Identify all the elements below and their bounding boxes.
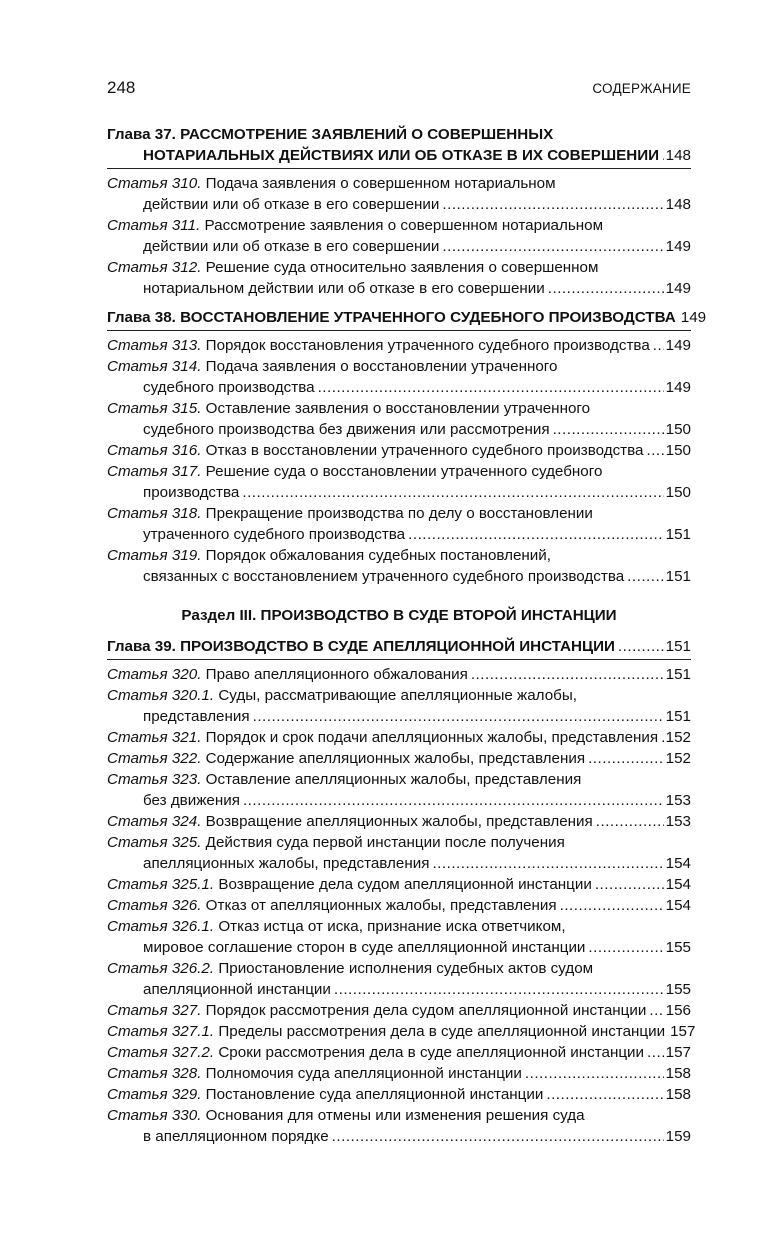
toc-chapter-39[interactable] bbox=[107, 636, 691, 657]
article-label: Статья 310. bbox=[107, 175, 202, 192]
article-label: Статья 319. bbox=[107, 547, 202, 564]
article-title-line1: Суды, рассматривающие апелляционные жалобы, bbox=[218, 687, 577, 704]
article-title-line1: Отказ истца от иска, признание иска ответчиком, bbox=[218, 918, 566, 935]
chapter-divider bbox=[107, 168, 691, 169]
article-label: Статья 327.2. bbox=[107, 1044, 215, 1061]
page-ref: 151 bbox=[665, 708, 691, 725]
article-label: Статья 320. bbox=[107, 666, 202, 683]
article-title-line1: Порядок восстановления утраченного судебного производства bbox=[205, 337, 650, 354]
article-label: Статья 325.1. bbox=[107, 876, 215, 893]
leader-dots bbox=[661, 727, 664, 748]
toc-article-317[interactable] bbox=[107, 461, 691, 503]
toc-article-314[interactable] bbox=[107, 356, 691, 398]
leader-dots bbox=[442, 236, 663, 257]
leader-dots bbox=[471, 664, 664, 685]
leader-dots bbox=[242, 482, 663, 503]
toc-article-326-1[interactable] bbox=[107, 916, 691, 958]
toc-article-330[interactable] bbox=[107, 1105, 691, 1147]
article-label: Статья 329. bbox=[107, 1086, 202, 1103]
article-title-line1: Отказ от апелляционных жалобы, представления bbox=[205, 897, 557, 914]
toc-article-326-2[interactable] bbox=[107, 958, 691, 1000]
article-title-line2: апелляционных жалобы, представления bbox=[143, 855, 430, 872]
page-ref: 158 bbox=[665, 1086, 691, 1103]
leader-dots bbox=[408, 524, 664, 545]
article-label: Статья 321. bbox=[107, 729, 202, 746]
article-title-line1: Порядок обжалования судебных постановлений, bbox=[205, 547, 551, 564]
article-title-line1: Отказ в восстановлении утраченного судебного производства bbox=[205, 442, 644, 459]
leader-dots bbox=[647, 1042, 664, 1063]
leader-dots bbox=[588, 748, 664, 769]
chapter-title-line1: ПРОИЗВОДСТВО В СУДЕ АПЕЛЛЯЦИОННОЙ ИНСТАНЦИИ bbox=[180, 638, 615, 655]
leader-dots bbox=[442, 194, 663, 215]
toc-article-327[interactable] bbox=[107, 1000, 691, 1021]
leader-dots bbox=[332, 1126, 664, 1147]
article-label: Статья 315. bbox=[107, 400, 202, 417]
chapter-label: Глава 39. bbox=[107, 638, 176, 655]
toc-chapter-37[interactable] bbox=[107, 124, 691, 166]
toc-article-325-1[interactable] bbox=[107, 874, 691, 895]
chapter-title-line1: ВОССТАНОВЛЕНИЕ УТРАЧЕННОГО СУДЕБНОГО ПРОИЗВОДСТВА bbox=[180, 309, 676, 326]
leader-dots bbox=[646, 440, 663, 461]
article-title-line1: Подача заявления о восстановлении утраченного bbox=[205, 358, 558, 375]
page-ref: 150 bbox=[665, 421, 691, 438]
toc-article-325[interactable] bbox=[107, 832, 691, 874]
article-title-line1: Прекращение производства по делу о восстановлении bbox=[205, 505, 593, 522]
article-title-line2: производства bbox=[143, 484, 240, 501]
leader-dots bbox=[627, 566, 663, 587]
article-label: Статья 324. bbox=[107, 813, 202, 830]
leader-dots bbox=[595, 874, 664, 895]
toc-article-322[interactable] bbox=[107, 748, 691, 769]
page-ref: 149 bbox=[665, 238, 691, 255]
running-title: СОДЕРЖАНИЕ bbox=[592, 81, 691, 96]
article-title-line2: мировое соглашение сторон в суде апелляционной инстанции bbox=[143, 939, 586, 956]
page-ref: 157 bbox=[670, 1023, 696, 1040]
article-title-line1: Порядок рассмотрения дела судом апелляционной инстанции bbox=[205, 1002, 647, 1019]
article-label: Статья 313. bbox=[107, 337, 202, 354]
toc-article-327-2[interactable] bbox=[107, 1042, 691, 1063]
leader-dots bbox=[525, 1063, 664, 1084]
chapter-divider bbox=[107, 330, 691, 331]
toc-article-312[interactable] bbox=[107, 257, 691, 299]
article-label: Статья 322. bbox=[107, 750, 202, 767]
leader-dots bbox=[546, 1084, 663, 1105]
toc-article-316[interactable] bbox=[107, 440, 691, 461]
page-ref: 153 bbox=[665, 813, 691, 830]
section-heading: Раздел III. ПРОИЗВОДСТВО В СУДЕ ВТОРОЙ ИНСТАНЦИИ bbox=[181, 607, 617, 624]
article-label: Статья 318. bbox=[107, 505, 202, 522]
article-label: Статья 317. bbox=[107, 463, 202, 480]
article-title-line1: Полномочия суда апелляционной инстанции bbox=[205, 1065, 522, 1082]
article-title-line2: судебного производства без движения или рассмотрения bbox=[143, 421, 550, 438]
chapter-label: Глава 37. bbox=[107, 126, 176, 143]
page-ref: 149 bbox=[665, 379, 691, 396]
article-label: Статья 327.1. bbox=[107, 1023, 215, 1040]
leader-dots bbox=[253, 706, 664, 727]
article-title-line2: действии или об отказе в его совершении bbox=[143, 238, 440, 255]
page-ref: 151 bbox=[665, 568, 691, 585]
article-title-line1: Возвращение апелляционных жалобы, представления bbox=[205, 813, 593, 830]
page-header bbox=[107, 78, 691, 102]
article-title-line1: Сроки рассмотрения дела в суде апелляционной инстанции bbox=[218, 1044, 645, 1061]
page-ref: 150 bbox=[665, 484, 691, 501]
article-label: Статья 327. bbox=[107, 1002, 202, 1019]
page-number: 248 bbox=[107, 78, 136, 97]
article-title-line1: Решение суда относительно заявления о совершенном bbox=[205, 259, 599, 276]
toc-article-323[interactable] bbox=[107, 769, 691, 811]
article-title-line1: Основания для отмены или изменения решения суда bbox=[205, 1107, 585, 1124]
toc-article-329[interactable] bbox=[107, 1084, 691, 1105]
toc-article-315[interactable] bbox=[107, 398, 691, 440]
toc-article-326[interactable] bbox=[107, 895, 691, 916]
chapter-title-line2: НОТАРИАЛЬНЫХ ДЕЙСТВИЯХ ИЛИ ОБ ОТКАЗЕ В ИХ СОВЕРШЕНИИ bbox=[143, 147, 660, 164]
page-ref: 153 bbox=[665, 792, 691, 809]
article-title-line2: в апелляционном порядке bbox=[143, 1128, 329, 1145]
article-title-line2: действии или об отказе в его совершении bbox=[143, 196, 440, 213]
article-title-line2: представления bbox=[143, 708, 250, 725]
leader-dots bbox=[432, 853, 663, 874]
page-ref: 148 bbox=[665, 196, 691, 213]
leader-dots bbox=[662, 145, 664, 166]
page-ref: 156 bbox=[665, 1002, 691, 1019]
page-ref: 159 bbox=[665, 1128, 691, 1145]
article-title-line1: Оставление заявления о восстановлении утраченного bbox=[205, 400, 591, 417]
page-ref: 150 bbox=[665, 442, 691, 459]
article-title-line1: Порядок и срок подачи апелляционных жалобы, представления bbox=[205, 729, 659, 746]
leader-dots bbox=[649, 1000, 663, 1021]
article-title-line1: Оставление апелляционных жалобы, представления bbox=[205, 771, 582, 788]
article-label: Статья 311. bbox=[107, 217, 201, 234]
article-label: Статья 328. bbox=[107, 1065, 202, 1082]
leader-dots bbox=[243, 790, 664, 811]
page-ref: 157 bbox=[665, 1044, 691, 1061]
article-title-line2: связанных с восстановлением утраченного судебного производства bbox=[143, 568, 625, 585]
toc-article-313[interactable] bbox=[107, 335, 691, 356]
toc-article-327-1[interactable] bbox=[107, 1021, 696, 1042]
page-ref: 154 bbox=[665, 897, 691, 914]
article-title-line2: утраченного судебного производства bbox=[143, 526, 406, 543]
toc-article-328[interactable] bbox=[107, 1063, 691, 1084]
article-title-line1: Пределы рассмотрения дела в суде апелляционной инстанции bbox=[218, 1023, 666, 1040]
article-title-line2: судебного производства bbox=[143, 379, 315, 396]
article-title-line1: Решение суда о восстановлении утраченного судебного bbox=[205, 463, 603, 480]
article-title-line1: Подача заявления о совершенном нотариальном bbox=[205, 175, 556, 192]
page-ref: 149 bbox=[665, 280, 691, 297]
page-ref: 148 bbox=[665, 147, 691, 164]
toc-chapter-38[interactable] bbox=[107, 307, 707, 328]
table-of-contents bbox=[107, 124, 707, 1147]
leader-dots bbox=[618, 636, 664, 657]
article-label: Статья 320.1. bbox=[107, 687, 215, 704]
leader-dots bbox=[334, 979, 664, 1000]
article-label: Статья 326.1. bbox=[107, 918, 215, 935]
article-title-line2: нотариальном действии или об отказе в его совершении bbox=[143, 280, 545, 297]
leader-dots bbox=[596, 811, 664, 832]
article-label: Статья 314. bbox=[107, 358, 202, 375]
page-ref: 152 bbox=[665, 729, 691, 746]
article-label: Статья 325. bbox=[107, 834, 202, 851]
toc-article-318[interactable] bbox=[107, 503, 691, 545]
chapter-divider bbox=[107, 659, 691, 660]
article-label: Статья 316. bbox=[107, 442, 202, 459]
article-title-line1: Возвращение дела судом апелляционной инстанции bbox=[218, 876, 592, 893]
toc-article-320[interactable] bbox=[107, 664, 691, 685]
page-ref: 149 bbox=[665, 337, 691, 354]
article-title-line1: Рассмотрение заявления о совершенном нотариальном bbox=[204, 217, 604, 234]
leader-dots bbox=[318, 377, 664, 398]
article-title-line1: Постановление суда апелляционной инстанции bbox=[205, 1086, 544, 1103]
leader-dots bbox=[653, 335, 664, 356]
article-title-line1: Действия суда первой инстанции после получения bbox=[205, 834, 565, 851]
article-title-line2: апелляционной инстанции bbox=[143, 981, 331, 998]
toc-article-310[interactable] bbox=[107, 173, 691, 215]
chapter-label: Глава 38. bbox=[107, 309, 176, 326]
page-ref: 158 bbox=[665, 1065, 691, 1082]
article-title-line2: без движения bbox=[143, 792, 240, 809]
article-label: Статья 323. bbox=[107, 771, 202, 788]
page-ref: 152 bbox=[665, 750, 691, 767]
article-title-line1: Приостановление исполнения судебных актов судом bbox=[218, 960, 594, 977]
page-ref: 155 bbox=[665, 981, 691, 998]
toc-article-320-1[interactable] bbox=[107, 685, 691, 727]
toc-article-319[interactable] bbox=[107, 545, 691, 587]
page-ref: 154 bbox=[665, 876, 691, 893]
leader-dots bbox=[548, 278, 664, 299]
leader-dots bbox=[588, 937, 663, 958]
toc-article-324[interactable] bbox=[107, 811, 691, 832]
article-label: Статья 312. bbox=[107, 259, 202, 276]
page-ref: 154 bbox=[665, 855, 691, 872]
article-label: Статья 326. bbox=[107, 897, 202, 914]
leader-dots bbox=[553, 419, 664, 440]
leader-dots bbox=[560, 895, 664, 916]
article-title-line1: Право апелляционного обжалования bbox=[205, 666, 468, 683]
page-ref: 151 bbox=[665, 526, 691, 543]
chapter-title-line1: РАССМОТРЕНИЕ ЗАЯВЛЕНИЙ О СОВЕРШЕННЫХ bbox=[180, 126, 554, 143]
article-title-line1: Содержание апелляционных жалобы, представления bbox=[205, 750, 586, 767]
page-ref: 151 bbox=[665, 666, 691, 683]
toc-article-321[interactable] bbox=[107, 727, 691, 748]
page-ref: 149 bbox=[680, 309, 707, 326]
page-ref: 155 bbox=[665, 939, 691, 956]
toc-article-311[interactable] bbox=[107, 215, 691, 257]
article-label: Статья 326.2. bbox=[107, 960, 215, 977]
article-label: Статья 330. bbox=[107, 1107, 202, 1124]
page-ref: 151 bbox=[665, 638, 691, 655]
